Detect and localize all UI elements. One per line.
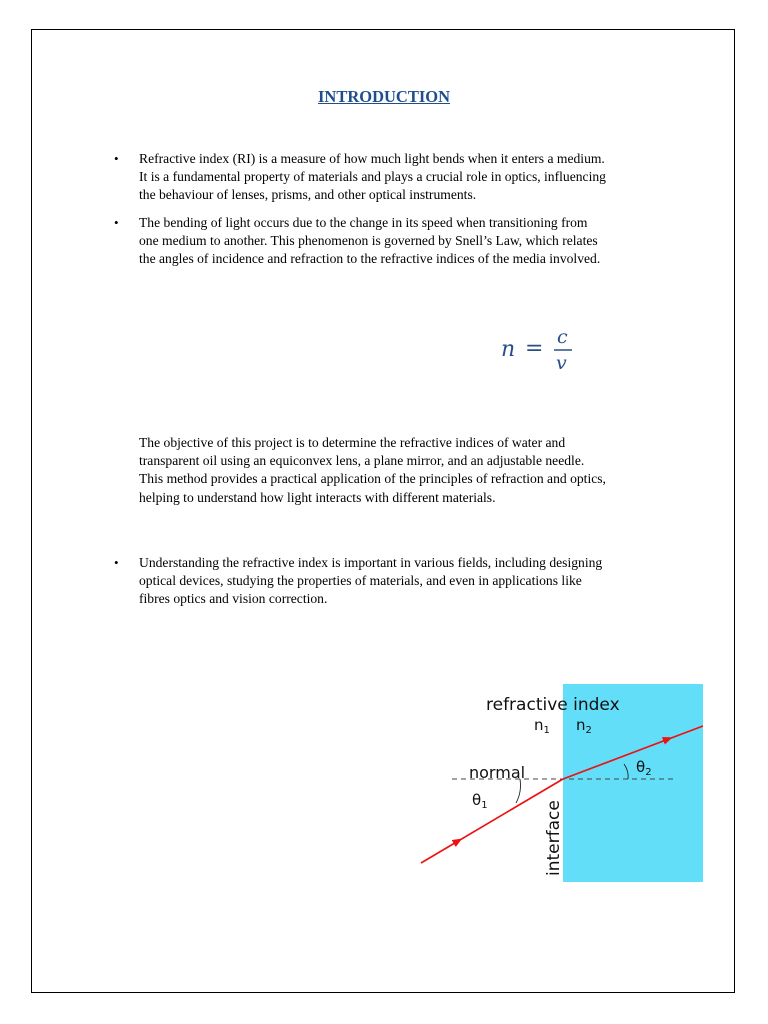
text-line: This method provides a practical application of the principles of refraction and optics, (139, 471, 606, 487)
paragraph-applications (114, 554, 679, 609)
theta-1-label: $\theta_1$ (472, 791, 488, 811)
page-title: INTRODUCTION (317, 87, 451, 106)
bullet-marker: • (114, 215, 119, 230)
text-line: The bending of light occurs due to the change in its speed when transitioning from (139, 215, 588, 230)
text-line: the behaviour of lenses, prisms, and other optical instruments. (139, 187, 477, 203)
n1-label: $n_1$ (534, 716, 550, 736)
n2-label: $n_2$ (576, 716, 592, 736)
text-line: helping to understand how light interacts with different materials. (139, 489, 496, 505)
formula-denominator: v (556, 352, 567, 374)
text-line: transparent oil using an equiconvex lens, a plane mirror, and an adjustable needle. (139, 453, 585, 469)
text-line: It is a fundamental property of materials and plays a crucial role in optics, influencing (139, 169, 606, 185)
text-line: The objective of this project is to determine the refractive indices of water and (139, 435, 566, 450)
formula-graphic (497, 322, 579, 380)
paragraph-refractive-index-definition (114, 150, 679, 205)
refraction-diagram (418, 682, 704, 884)
text-line: Refractive index (RI) is a measure of how much light bends when it enters a medium. (139, 151, 605, 166)
theta-2-label: $\theta_2$ (636, 758, 652, 778)
formula-numerator: c (557, 326, 568, 348)
bullet-marker: • (114, 555, 119, 570)
paragraph-bending-of-light (114, 214, 679, 269)
formula-equals: = (525, 336, 544, 361)
interface-label: interface (544, 800, 564, 876)
normal-label: normal (469, 763, 526, 782)
text-line: optical devices, studying the properties of materials, and even in applications like (139, 573, 582, 589)
paragraph-project-objective (139, 434, 679, 507)
formula-lhs: n (501, 337, 516, 362)
bullet-marker: • (114, 151, 119, 166)
text-line: fibres optics and vision correction. (139, 591, 328, 607)
text-line: one medium to another. This phenomenon is governed by Snell’s Law, which relates (139, 233, 598, 249)
text-line: Understanding the refractive index is important in various fields, including designing (139, 555, 603, 570)
refractive-index-formula (497, 322, 579, 380)
diagram-title: refractive index (486, 695, 620, 715)
text-line: the angles of incidence and refraction to the refractive indices of the media involved. (139, 251, 601, 267)
refraction-diagram-svg (418, 682, 704, 884)
